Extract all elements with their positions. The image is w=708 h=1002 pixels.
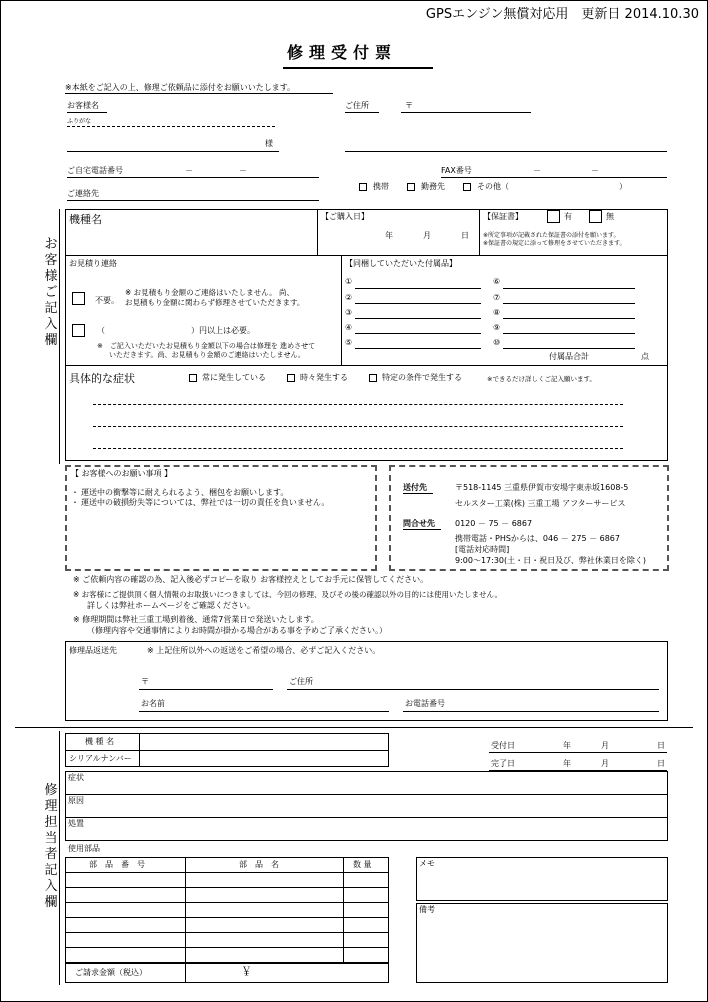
symptom-sometimes-label: 時々発生する bbox=[300, 373, 348, 382]
return-postal-line[interactable] bbox=[139, 689, 273, 690]
furigana-line[interactable] bbox=[67, 126, 275, 127]
customer-name-label: お客様名 bbox=[67, 101, 99, 110]
col-quantity: 数 量 bbox=[353, 860, 372, 869]
return-name-label: お名前 bbox=[141, 699, 165, 708]
home-phone-label: ご自宅電話番号 bbox=[67, 166, 123, 175]
ship-to-underline bbox=[403, 493, 433, 494]
model-col-divider bbox=[317, 209, 318, 255]
accessory-line-5[interactable] bbox=[355, 348, 481, 349]
repair-serial-field[interactable] bbox=[141, 751, 387, 766]
warranty-label: 【保証書】 bbox=[483, 212, 523, 221]
repair-symptom-label: 症状 bbox=[68, 773, 84, 782]
address-label: ご住所 bbox=[345, 101, 369, 110]
memo-box[interactable] bbox=[416, 857, 668, 901]
warranty-no-label: 無 bbox=[606, 212, 614, 221]
fax-label: FAX番号 bbox=[441, 166, 472, 175]
form-title: 修理受付票 bbox=[287, 43, 398, 62]
accessory-line-10[interactable] bbox=[503, 348, 635, 349]
parts-row-6 bbox=[65, 947, 389, 948]
billing-label: ご請求金額（税込） bbox=[75, 968, 147, 977]
accessory-line-1[interactable] bbox=[355, 288, 481, 289]
accessory-line-7[interactable] bbox=[503, 303, 635, 304]
completed-month: 月 bbox=[601, 759, 609, 768]
completed-date-label: 完了日 bbox=[491, 759, 515, 768]
ship-address: 〒518-1145 三重県伊賀市安場字東赤坂1608-5 bbox=[455, 483, 629, 492]
address-label-underline bbox=[345, 112, 379, 113]
symptom-always-checkbox[interactable] bbox=[189, 374, 197, 382]
estimate-note-4: いただきます。尚、お見積もり金額のご連絡はいたしません。 bbox=[109, 351, 305, 359]
fax-dash-1: － bbox=[533, 166, 541, 175]
accessory-num-6: ⑥ bbox=[493, 277, 501, 286]
estimate-note-2: お見積もり金額に関わらず修理させていただきます。 bbox=[125, 298, 305, 307]
note-2: ※ お客様にご提供頂く個人情報のお取扱いにつきましては、今回の修理、及びその後の確認以外の目的には使用いたしません。 bbox=[73, 590, 502, 599]
estimate-col-divider bbox=[341, 255, 342, 365]
contact-label: ご連絡先 bbox=[67, 189, 99, 198]
return-phone-line[interactable] bbox=[403, 711, 659, 712]
remarks-box[interactable] bbox=[416, 903, 668, 983]
parts-row-1 bbox=[65, 872, 389, 873]
fax-line[interactable] bbox=[441, 177, 667, 178]
accessories-total-unit: 点 bbox=[641, 352, 649, 361]
symptom-always-label: 常に発生している bbox=[202, 373, 266, 382]
yen-mark: ￥ bbox=[241, 965, 252, 978]
postal-line[interactable] bbox=[401, 112, 531, 113]
warranty-no-checkbox[interactable] bbox=[589, 210, 602, 223]
received-year: 年 bbox=[563, 741, 571, 750]
accessory-num-8: ⑧ bbox=[493, 308, 501, 317]
accessory-line-8[interactable] bbox=[503, 318, 635, 319]
model-label: 機種名 bbox=[69, 213, 102, 226]
accessory-num-2: ② bbox=[345, 293, 353, 302]
request-item-2: 運送中の破損紛失等については、弊社では一切の責任を負いません。 bbox=[81, 498, 330, 507]
billing-amount-field[interactable] bbox=[257, 965, 385, 981]
symptom-condition-label: 特定の条件で発生する bbox=[382, 373, 462, 382]
contact-other-label: その他（ bbox=[477, 182, 509, 191]
parts-row-2 bbox=[65, 887, 389, 888]
completed-year: 年 bbox=[563, 759, 571, 768]
ship-to-label: 送付先 bbox=[403, 483, 427, 492]
estimate-needed-label: ）円以上は必要。 bbox=[191, 326, 255, 335]
table-row-divider-2 bbox=[65, 365, 668, 366]
accessory-line-2[interactable] bbox=[355, 303, 481, 304]
contact-other-close: ） bbox=[619, 182, 627, 191]
symptom-line-1[interactable] bbox=[93, 404, 623, 405]
warranty-yes-label: 有 bbox=[564, 212, 572, 221]
estimate-unneeded-checkbox[interactable] bbox=[72, 292, 85, 305]
col-part-number: 部 品 番 号 bbox=[89, 860, 145, 869]
accessory-line-9[interactable] bbox=[503, 333, 635, 334]
accessory-num-4: ④ bbox=[345, 323, 353, 332]
repair-section-divider bbox=[59, 731, 60, 985]
repair-serial-label: シリアルナンバー bbox=[69, 754, 132, 763]
estimate-paren-open: （ bbox=[97, 326, 105, 335]
note-3: 詳しくは弊社ホームページをご確認ください。 bbox=[87, 601, 255, 610]
estimate-amount-field[interactable] bbox=[107, 323, 189, 335]
warranty-note-1: ※所定事項が記載された保証書の添付を願います。 bbox=[483, 232, 620, 239]
completed-day: 日 bbox=[657, 759, 665, 768]
accessories-total-label: 付属品合計 bbox=[549, 352, 589, 361]
inquiry-label: 問合せ先 bbox=[403, 519, 435, 528]
request-title: 【 お客様へのお願い事項 】 bbox=[71, 469, 173, 478]
fax-dash-2: － bbox=[591, 166, 599, 175]
parts-row-5 bbox=[65, 932, 389, 933]
customer-name-line[interactable] bbox=[67, 151, 279, 152]
note-5: （修理内容や交通事情によりお時間が掛かる場合がある事を予めご了承ください。） bbox=[87, 626, 387, 635]
accessory-line-6[interactable] bbox=[503, 288, 635, 289]
inquiry-phone: 0120 － 75 － 6867 bbox=[455, 519, 533, 528]
accessories-label: 【同梱していただいた付属品】 bbox=[345, 259, 457, 268]
warranty-yes-checkbox[interactable] bbox=[547, 210, 560, 223]
purchase-date-label: 【ご購入日】 bbox=[321, 212, 369, 221]
sama-suffix: 様 bbox=[265, 139, 273, 148]
symptom-sometimes-checkbox[interactable] bbox=[287, 374, 295, 382]
purchase-month: 月 bbox=[423, 231, 431, 240]
received-month: 月 bbox=[601, 741, 609, 750]
symptom-condition-checkbox[interactable] bbox=[369, 374, 377, 382]
contact-work-checkbox[interactable] bbox=[407, 183, 415, 191]
home-phone-dash-2: － bbox=[239, 166, 247, 175]
return-postal-mark: 〒 bbox=[141, 677, 149, 686]
table-row-divider-1 bbox=[65, 255, 668, 256]
request-bullet-2-mark: ・ bbox=[71, 498, 79, 507]
accessory-num-7: ⑦ bbox=[493, 293, 501, 302]
notice-underline bbox=[65, 93, 333, 94]
inquiry-underline bbox=[403, 529, 441, 530]
repair-cause-label: 原因 bbox=[68, 796, 84, 805]
estimate-note-1: ※ お見積もり金額のご連絡はいたしません。 尚、 bbox=[125, 288, 295, 297]
accessory-line-4[interactable] bbox=[355, 333, 481, 334]
remarks-label: 備考 bbox=[419, 905, 435, 914]
section-divider bbox=[15, 727, 693, 728]
form-notice: ※本紙をご記入の上、修理ご依頼品に添付をお願いいたします。 bbox=[65, 83, 296, 92]
title-underline bbox=[283, 67, 433, 69]
col-part-name: 部 品 名 bbox=[239, 860, 279, 869]
contact-other-checkbox[interactable] bbox=[463, 183, 471, 191]
contact-mobile-label: 携帯 bbox=[373, 182, 389, 191]
symptoms-note: ※できるだけ詳しくご記入願います。 bbox=[487, 375, 596, 383]
customer-section-divider bbox=[59, 209, 60, 464]
parts-row-4 bbox=[65, 917, 389, 918]
repair-section-label: 修理担当者記入欄 bbox=[44, 783, 58, 910]
furigana-label: ふりがな bbox=[67, 118, 92, 125]
accessory-num-9: ⑨ bbox=[493, 323, 501, 332]
warranty-note-2: ※保証書の規定に添って修理をさせていただきます。 bbox=[483, 240, 626, 247]
parts-used-label: 使用部品 bbox=[68, 844, 100, 853]
billing-col-divider bbox=[185, 963, 186, 983]
return-address-line[interactable] bbox=[287, 689, 659, 690]
contact-mobile-checkbox[interactable] bbox=[359, 183, 367, 191]
repair-details-box bbox=[65, 771, 668, 841]
symptoms-label: 具体的な症状 bbox=[69, 372, 135, 385]
accessory-num-10: ⑩ bbox=[493, 338, 501, 347]
details-row-divider-1 bbox=[65, 794, 668, 795]
repair-model-field[interactable] bbox=[141, 734, 387, 749]
address-line[interactable] bbox=[345, 151, 667, 152]
symptom-line-2[interactable] bbox=[93, 426, 623, 427]
name-label-underline bbox=[67, 112, 107, 113]
accessory-num-5: ⑤ bbox=[345, 338, 353, 347]
home-phone-dash-1: － bbox=[185, 166, 193, 175]
request-bullet-1-mark: ・ bbox=[71, 488, 79, 497]
received-date-line[interactable] bbox=[489, 752, 667, 753]
parts-row-3 bbox=[65, 902, 389, 903]
inquiry-mobile: 携帯電話・PHSからは、046 － 275 － 6867 bbox=[455, 534, 620, 543]
return-label: 修理品返送先 bbox=[69, 646, 117, 655]
received-date-label: 受付日 bbox=[491, 741, 515, 750]
estimate-needed-checkbox[interactable] bbox=[72, 324, 85, 337]
note-4: ※ 修理期間は弊社三重工場到着後、通常7営業日で発送いたします。 bbox=[73, 615, 319, 624]
home-phone-line[interactable] bbox=[67, 177, 319, 178]
request-item-1: 運送中の衝撃等に耐えられるよう、梱包をお願いします。 bbox=[81, 488, 289, 497]
accessory-line-3[interactable] bbox=[355, 318, 481, 319]
received-day: 日 bbox=[657, 741, 665, 750]
model-name-field[interactable] bbox=[131, 215, 311, 251]
purchase-day: 日 bbox=[461, 231, 469, 240]
postal-mark: 〒 bbox=[405, 101, 413, 110]
estimate-label: お見積り連絡 bbox=[69, 259, 117, 268]
repair-action-label: 処置 bbox=[68, 819, 84, 828]
purchase-year: 年 bbox=[385, 231, 393, 240]
estimate-unneeded-label: 不要。 bbox=[95, 296, 119, 305]
return-address-label: ご住所 bbox=[289, 677, 313, 686]
estimate-note-3: ※ ご記入いただいたお見積もり金額以下の場合は修理を 進めさせて bbox=[97, 342, 316, 350]
accessory-num-1: ① bbox=[345, 277, 353, 286]
purchase-col-divider bbox=[479, 209, 480, 255]
return-note: ※ 上記住所以外への返送をご希望の場合、必ずご記入ください。 bbox=[147, 646, 381, 655]
return-name-line[interactable] bbox=[139, 711, 389, 712]
symptom-line-3[interactable] bbox=[93, 448, 623, 449]
return-phone-label: お電話番号 bbox=[405, 699, 445, 708]
header-title: GPSエンジン無償対応用 更新日 2014.10.30 bbox=[425, 7, 699, 22]
customer-request-box bbox=[65, 465, 377, 571]
contact-line[interactable] bbox=[67, 200, 319, 201]
ship-company: セルスター工業(株) 三重工場 アフターサービス bbox=[455, 499, 626, 508]
note-1: ※ ご依頼内容の確認の為、記入後必ずコピーを取り お客様控えとしてお手元に保管してください。 bbox=[73, 575, 429, 584]
details-row-divider-2 bbox=[65, 817, 668, 818]
customer-section-label: お客様ご記入欄 bbox=[44, 237, 58, 348]
repair-model-label: 機 種 名 bbox=[85, 737, 115, 746]
contact-work-label: 勤務先 bbox=[421, 182, 445, 191]
accessory-num-3: ③ bbox=[345, 308, 353, 317]
inquiry-hours-label: [電話対応時間] bbox=[455, 545, 510, 554]
inquiry-hours: 9:00～17:30(土・日・祝日及び、弊社休業日を除く) bbox=[455, 556, 646, 565]
model-serial-col-divider bbox=[139, 733, 140, 767]
memo-label: メモ bbox=[419, 859, 435, 868]
